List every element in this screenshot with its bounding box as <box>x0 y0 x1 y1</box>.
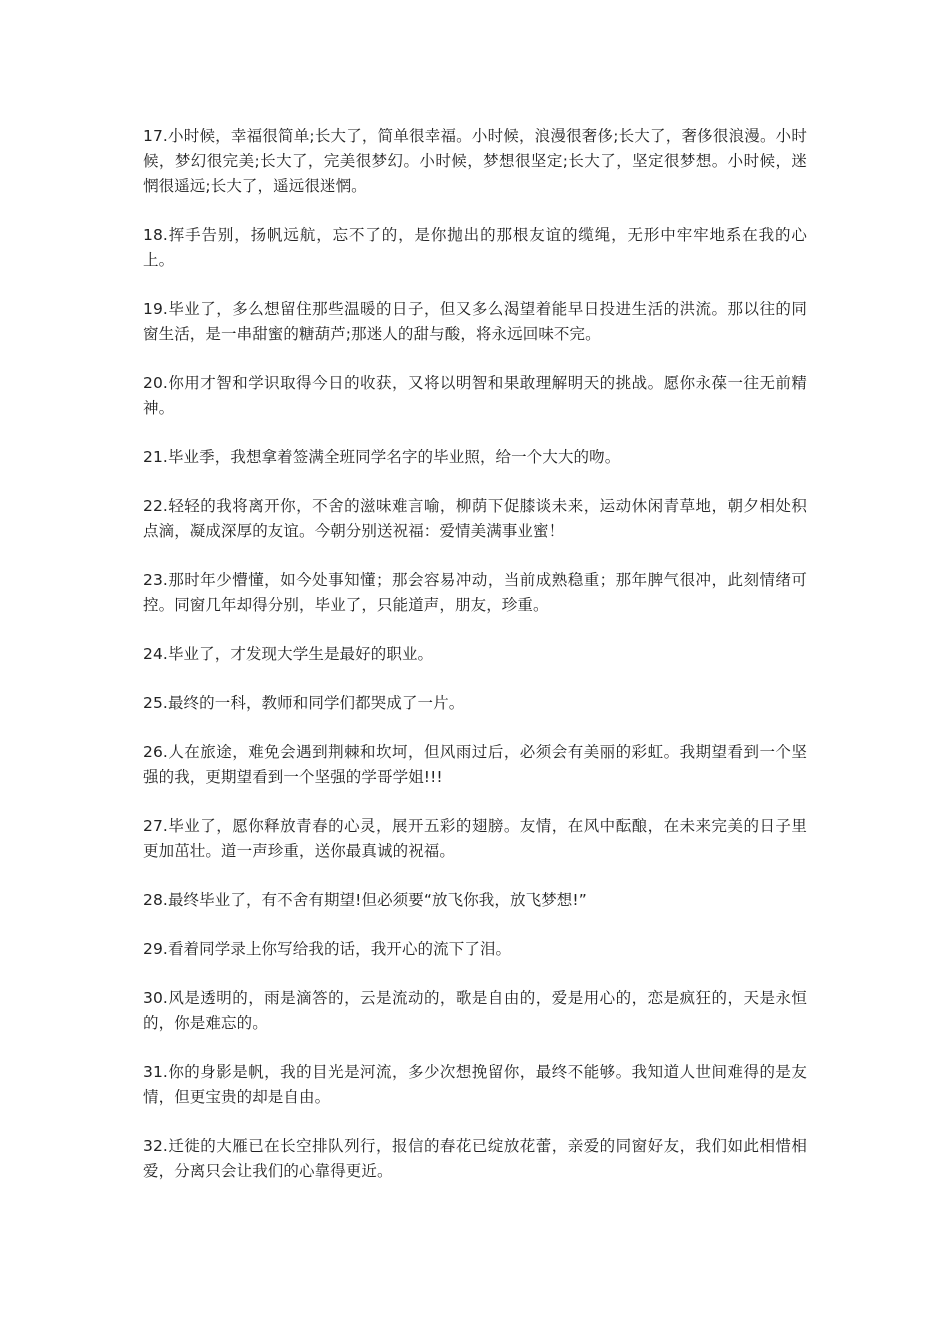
paragraph-26: 26.人在旅途，难免会遇到荆棘和坎坷，但风雨过后，必须会有美丽的彩虹。我期望看到一个坚强的我，更期望看到一个坚强的学哥学姐!!! <box>143 743 807 786</box>
paragraph-21: 21.毕业季，我想拿着签满全班同学名字的毕业照，给一个大大的吻。 <box>143 448 621 466</box>
document-body <box>143 124 807 1208</box>
paragraph-32: 32.迁徙的大雁已在长空排队列行，报信的春花已绽放花蕾，亲爱的同窗好友，我们如此相惜相爱，分离只会让我们的心靠得更近。 <box>143 1137 807 1180</box>
paragraph-23: 23.那时年少懵懂，如今处事知懂；那会容易冲动，当前成熟稳重；那年脾气很冲，此刻情绪可控。同窗几年却得分别，毕业了，只能道声，朋友，珍重。 <box>143 571 807 614</box>
paragraph-18: 18.挥手告别，扬帆远航，忘不了的，是你抛出的那根友谊的缆绳，无形中牢牢地系在我的心上。 <box>143 226 807 269</box>
paragraph-24: 24.毕业了，才发现大学生是最好的职业。 <box>143 645 434 663</box>
paragraph-25: 25.最终的一科，教师和同学们都哭成了一片。 <box>143 694 465 712</box>
paragraph-30: 30.风是透明的，雨是滴答的，云是流动的，歌是自由的，爱是用心的，恋是疯狂的，天是永恒的，你是难忘的。 <box>143 989 807 1032</box>
paragraph-27: 27.毕业了，愿你释放青春的心灵，展开五彩的翅膀。友情，在风中酝酿，在未来完美的日子里更加茁壮。道一声珍重，送你最真诚的祝福。 <box>143 817 807 860</box>
paragraph-19: 19.毕业了，多么想留住那些温暖的日子，但又多么渴望着能早日投进生活的洪流。那以往的同窗生活，是一串甜蜜的糖葫芦;那迷人的甜与酸，将永远回味不完。 <box>143 300 807 343</box>
paragraph-28: 28.最终毕业了，有不舍有期望!但必须要“放飞你我，放飞梦想!” <box>143 891 587 909</box>
paragraph-31: 31.你的身影是帆，我的目光是河流，多少次想挽留你，最终不能够。我知道人世间难得的是友情，但更宝贵的却是自由。 <box>143 1063 807 1106</box>
paragraph-20: 20.你用才智和学识取得今日的收获，又将以明智和果敢理解明天的挑战。愿你永葆一往无前精神。 <box>143 374 807 417</box>
paragraph-29: 29.看着同学录上你写给我的话，我开心的流下了泪。 <box>143 940 512 958</box>
paragraph-17: 17.小时候，幸福很简单;长大了，简单很幸福。小时候，浪漫很奢侈;长大了，奢侈很浪漫。小时候，梦幻很完美;长大了，完美很梦幻。小时候，梦想很坚定;长大了，坚定很梦想。小时候，迷惘很遥远;长大了，遥远很迷惘。 <box>143 127 807 195</box>
paragraph-22: 22.轻轻的我将离开你，不舍的滋味难言喻，柳荫下促膝谈未来，运动休闲青草地，朝夕相处积点滴，凝成深厚的友谊。今朝分别送祝福：爱情美满事业蜜！ <box>143 497 807 540</box>
